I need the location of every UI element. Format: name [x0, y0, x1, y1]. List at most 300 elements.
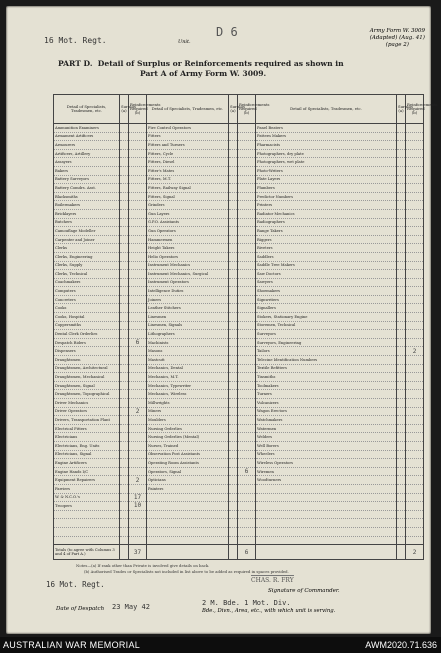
count-cell [120, 416, 129, 425]
count-cell [120, 433, 129, 442]
count-cell [238, 235, 256, 244]
trade-cell [256, 502, 397, 511]
trade-cell: Printers [256, 201, 397, 210]
count-cell [120, 295, 129, 304]
count-cell [238, 493, 256, 502]
count-cell [229, 141, 238, 150]
count-cell [229, 510, 238, 519]
specialists-table [53, 94, 438, 560]
count-cell [406, 270, 424, 279]
count-cell [406, 330, 424, 339]
count-cell [397, 373, 406, 382]
table-row [54, 364, 424, 373]
trade-cell: Masons [147, 347, 229, 356]
trade-cell: Plate Layers [256, 175, 397, 184]
count-cell [229, 536, 238, 545]
trade-cell: Operating Room Assistants [147, 459, 229, 468]
count-cell [129, 295, 147, 304]
trade-cell [256, 519, 397, 528]
form-ref-line: (page 2) [385, 42, 409, 48]
count-cell [406, 433, 424, 442]
table-row [54, 132, 424, 141]
count-cell [120, 527, 129, 536]
count-cell [397, 476, 406, 485]
count-cell [238, 218, 256, 227]
count-cell [129, 381, 147, 390]
count-cell: 6 [238, 467, 256, 476]
trade-cell: Riggers [256, 235, 397, 244]
trade-cell: Photographers, dry plate [256, 149, 397, 158]
count-cell [397, 149, 406, 158]
trade-cell: Instrument Operators [147, 278, 229, 287]
count-cell [120, 493, 129, 502]
count-cell [120, 192, 129, 201]
count-cell [238, 313, 256, 322]
trade-cell: Surveyors [256, 330, 397, 339]
count-cell [229, 175, 238, 184]
count-cell [129, 510, 147, 519]
trade-cell: Linesmen [147, 313, 229, 322]
count-cell [129, 124, 147, 133]
table-row [54, 373, 424, 382]
count-cell [238, 141, 256, 150]
count-cell [120, 227, 129, 236]
count-cell [397, 278, 406, 287]
count-cell [406, 416, 424, 425]
date-value: 23 May 42 [112, 603, 150, 611]
count-cell [120, 235, 129, 244]
count-cell [229, 364, 238, 373]
count-cell [238, 356, 256, 365]
count-cell [229, 244, 238, 253]
count-cell [397, 364, 406, 373]
count-cell [229, 502, 238, 511]
column-header: Reinforcements Required (b) [238, 95, 256, 124]
count-cell [397, 218, 406, 227]
trade-cell: Pharmacists [256, 141, 397, 150]
table-row [54, 175, 424, 184]
trade-cell: Drivers, Transportation Plant [54, 416, 120, 425]
trade-cell [147, 502, 229, 511]
trade-cell: Fitters, Railway Signal [147, 184, 229, 193]
count-cell [397, 330, 406, 339]
count-cell [129, 166, 147, 175]
count-cell [406, 132, 424, 141]
trade-cell: Coppersmiths [54, 321, 120, 330]
trade-cell: Draughtsmen, Topographical [54, 390, 120, 399]
trade-cell: Engine Hands I/C [54, 467, 120, 476]
trade-cell: Draughtsmen, Mechanical [54, 373, 120, 382]
count-cell [397, 132, 406, 141]
trade-cell: Wiremen [256, 467, 397, 476]
count-cell [229, 356, 238, 365]
trade-cell: Artificers, Artillery [54, 149, 120, 158]
column-header: Reinforcements Required (b) [406, 95, 424, 124]
count-cell [129, 149, 147, 158]
count-cell [129, 399, 147, 408]
count-cell [229, 209, 238, 218]
trade-cell [147, 519, 229, 528]
trade-cell: Carpenter and Joiner [54, 235, 120, 244]
count-cell [229, 399, 238, 408]
table-row [54, 347, 424, 356]
table-row [54, 287, 424, 296]
count-cell [129, 132, 147, 141]
count-cell [129, 519, 147, 528]
count-cell [397, 209, 406, 218]
column-header: Reinforcements Required (b) [129, 95, 147, 124]
table-row [54, 278, 424, 287]
count-cell [406, 476, 424, 485]
count-cell [229, 433, 238, 442]
trade-cell: Tailors [256, 347, 397, 356]
count-cell [120, 287, 129, 296]
count-cell [397, 450, 406, 459]
trade-cell: Photo-Writers [256, 166, 397, 175]
count-cell [406, 252, 424, 261]
table-row [54, 209, 424, 218]
table-row [54, 304, 424, 313]
count-cell [229, 330, 238, 339]
trade-cell: Joiners [147, 295, 229, 304]
trade-cell [147, 510, 229, 519]
column-header: Surplus (a) [229, 95, 238, 124]
count-cell [406, 295, 424, 304]
trade-cell: Assayers [54, 158, 120, 167]
count-cell [238, 124, 256, 133]
count-cell [238, 364, 256, 373]
count-cell [129, 441, 147, 450]
trade-cell: Watchmakers [256, 416, 397, 425]
signature-unit: 16 Mot. Regt. [46, 580, 105, 589]
table-row [54, 433, 424, 442]
count-cell [238, 502, 256, 511]
trade-cell: Toolmakers [256, 381, 397, 390]
totals-label: Totals (to agree with Columns 3 and 4 of Part A.) [54, 545, 120, 560]
trade-cell: Draughtsmen [54, 356, 120, 365]
trade-cell: Bricklayers [54, 209, 120, 218]
trade-cell: Concreters [54, 295, 120, 304]
trade-cell: Telecine Identification Numbers [256, 356, 397, 365]
count-cell [238, 227, 256, 236]
trade-cell: Mechanics, M.T. [147, 373, 229, 382]
trade-cell: Watermen [256, 424, 397, 433]
table-row [54, 149, 424, 158]
count-cell [406, 519, 424, 528]
count-cell [229, 484, 238, 493]
count-cell [120, 252, 129, 261]
count-cell [406, 527, 424, 536]
count-cell [406, 364, 424, 373]
trade-cell: Coachmakers [54, 278, 120, 287]
count-cell [397, 356, 406, 365]
count-cell [238, 252, 256, 261]
count-cell [120, 330, 129, 339]
count-cell [129, 175, 147, 184]
trade-cell: Grinders [147, 201, 229, 210]
trade-cell: Armament Artificers [54, 132, 120, 141]
count-cell [229, 373, 238, 382]
count-cell [129, 201, 147, 210]
count-cell [129, 450, 147, 459]
trade-cell: Turners [256, 390, 397, 399]
unit-value: 16 Mot. Regt. [44, 36, 107, 45]
count-cell [229, 287, 238, 296]
count-cell [120, 141, 129, 150]
trade-cell: Well Borers [256, 441, 397, 450]
count-cell [397, 313, 406, 322]
count-cell [238, 184, 256, 193]
table-row [54, 330, 424, 339]
title-line2: Part A of Army Form W. 3009. [140, 69, 267, 78]
table-row [54, 424, 424, 433]
trade-cell [54, 510, 120, 519]
count-cell [129, 261, 147, 270]
count-cell [397, 347, 406, 356]
trade-cell: Clerks, Engineering [54, 252, 120, 261]
count-cell [406, 502, 424, 511]
table-row [54, 527, 424, 536]
count-cell [229, 270, 238, 279]
trade-cell: Dental Clerk Orderlies [54, 330, 120, 339]
table-row [54, 124, 424, 133]
count-cell [238, 338, 256, 347]
count-cell [120, 132, 129, 141]
table-row [54, 536, 424, 545]
trade-cell [54, 519, 120, 528]
count-cell [238, 407, 256, 416]
trade-cell: G.P.O. Assistants [147, 218, 229, 227]
count-cell [238, 278, 256, 287]
table-row [54, 235, 424, 244]
count-cell [397, 424, 406, 433]
trade-cell: Intelligence Duties [147, 287, 229, 296]
trade-cell: Millwrights [147, 399, 229, 408]
count-cell [229, 166, 238, 175]
count-cell [397, 484, 406, 493]
count-cell [397, 459, 406, 468]
count-cell [238, 347, 256, 356]
trade-cell: Electricians [54, 433, 120, 442]
trade-cell: Dispensers [54, 347, 120, 356]
count-cell [229, 201, 238, 210]
count-cell [406, 175, 424, 184]
table-row [54, 338, 424, 347]
count-cell [120, 149, 129, 158]
count-cell [406, 287, 424, 296]
count-cell: 2 [406, 347, 424, 356]
trade-cell: Machinists [147, 338, 229, 347]
trade-cell: Clerks [54, 244, 120, 253]
trade-cell: Observation Post Assistants [147, 450, 229, 459]
count-cell [120, 441, 129, 450]
footer-institution: AUSTRALIAN WAR MEMORIAL [3, 640, 141, 650]
trade-cell: Predictor Numbers [256, 192, 397, 201]
count-cell [397, 270, 406, 279]
count-cell [238, 519, 256, 528]
count-cell [120, 201, 129, 210]
table-row [54, 261, 424, 270]
count-cell [229, 424, 238, 433]
total-value: 6 [238, 545, 256, 560]
count-cell [397, 175, 406, 184]
count-cell [129, 227, 147, 236]
trade-cell: Fitters, Signal [147, 192, 229, 201]
count-cell [229, 476, 238, 485]
count-cell [406, 450, 424, 459]
trade-cell: Nursing Orderlies (Mental) [147, 433, 229, 442]
count-cell [120, 261, 129, 270]
count-cell [397, 192, 406, 201]
count-cell [120, 218, 129, 227]
count-cell [238, 295, 256, 304]
count-cell [406, 356, 424, 365]
count-cell [120, 364, 129, 373]
trade-cell: Mastcutt [147, 356, 229, 365]
count-cell [129, 364, 147, 373]
count-cell [120, 381, 129, 390]
trade-cell: Tinsmiths [256, 373, 397, 382]
count-cell [229, 158, 238, 167]
table-row [54, 356, 424, 365]
count-cell [406, 313, 424, 322]
trade-cell: Range Takers [256, 227, 397, 236]
count-cell [229, 416, 238, 425]
count-cell [229, 192, 238, 201]
count-cell [238, 201, 256, 210]
table-row [54, 313, 424, 322]
trade-cell: Equipment Repairers [54, 476, 120, 485]
trade-cell: Despatch Riders [54, 338, 120, 347]
count-cell [406, 373, 424, 382]
trade-cell: Mechanics, Wireless [147, 390, 229, 399]
count-cell [238, 304, 256, 313]
trade-cell: Wagon Erectors [256, 407, 397, 416]
count-cell [238, 476, 256, 485]
trade-cell: Nursing Orderlies [147, 424, 229, 433]
table-row [54, 218, 424, 227]
count-cell [406, 278, 424, 287]
trade-cell: Hammermen [147, 235, 229, 244]
count-cell [397, 527, 406, 536]
trade-cell [147, 493, 229, 502]
count-cell [229, 527, 238, 536]
trade-cell: Troopers [54, 502, 120, 511]
count-cell [406, 424, 424, 433]
count-cell [238, 132, 256, 141]
table-row [54, 416, 424, 425]
count-cell [238, 166, 256, 175]
count-cell [406, 536, 424, 545]
trade-cell: Boilermakers [54, 201, 120, 210]
count-cell [129, 278, 147, 287]
count-cell [406, 141, 424, 150]
count-cell [406, 467, 424, 476]
count-cell [120, 244, 129, 253]
count-cell [129, 321, 147, 330]
count-cell [129, 158, 147, 167]
count-cell [397, 519, 406, 528]
count-cell [229, 519, 238, 528]
trade-cell: Photographers, wet plate [256, 158, 397, 167]
table-row [54, 502, 424, 511]
count-cell [397, 467, 406, 476]
count-cell [238, 149, 256, 158]
trade-cell: Opticians [147, 476, 229, 485]
count-cell [238, 390, 256, 399]
trade-cell: Moulders [147, 416, 229, 425]
count-cell [129, 287, 147, 296]
count-cell [238, 450, 256, 459]
trade-cell: Fire Control Operators [147, 124, 229, 133]
trade-cell [54, 536, 120, 545]
count-cell [397, 227, 406, 236]
count-cell [129, 373, 147, 382]
count-cell [238, 192, 256, 201]
table-header-row [54, 95, 424, 124]
trade-cell: Mechanics, Dental [147, 364, 229, 373]
count-cell [129, 141, 147, 150]
count-cell [238, 261, 256, 270]
count-cell [120, 158, 129, 167]
count-cell [120, 424, 129, 433]
table-row [54, 295, 424, 304]
count-cell [120, 347, 129, 356]
count-cell [406, 338, 424, 347]
count-cell [406, 390, 424, 399]
count-cell [397, 536, 406, 545]
trade-cell [256, 536, 397, 545]
table-row [54, 321, 424, 330]
count-cell [406, 510, 424, 519]
table-row [54, 493, 424, 502]
count-cell [120, 124, 129, 133]
count-cell [397, 321, 406, 330]
count-cell [120, 373, 129, 382]
count-cell [406, 166, 424, 175]
count-cell [238, 287, 256, 296]
count-cell [406, 493, 424, 502]
count-cell [120, 467, 129, 476]
count-cell [120, 278, 129, 287]
trade-cell: Leather Stitchers [147, 304, 229, 313]
count-cell [120, 484, 129, 493]
count-cell [238, 270, 256, 279]
trade-cell: Height Takers [147, 244, 229, 253]
trade-cell: Panel Beaters [256, 124, 397, 133]
count-cell: 10 [129, 502, 147, 511]
count-cell [238, 321, 256, 330]
count-cell [406, 261, 424, 270]
count-cell: 6 [129, 338, 147, 347]
trade-cell: Armourers [54, 141, 120, 150]
count-cell [129, 356, 147, 365]
trade-cell: Driver Mechanics [54, 399, 120, 408]
count-cell [129, 184, 147, 193]
count-cell [120, 476, 129, 485]
trade-cell: Ammunition Examiners [54, 124, 120, 133]
count-cell [397, 510, 406, 519]
trade-cell: Saddle Tree Makers [256, 261, 397, 270]
count-cell [397, 201, 406, 210]
count-cell [120, 390, 129, 399]
trade-cell [256, 510, 397, 519]
form-reference [370, 28, 425, 49]
count-cell [238, 424, 256, 433]
table-row [54, 184, 424, 193]
trade-cell: Signwriters [256, 295, 397, 304]
count-cell: 17 [129, 493, 147, 502]
